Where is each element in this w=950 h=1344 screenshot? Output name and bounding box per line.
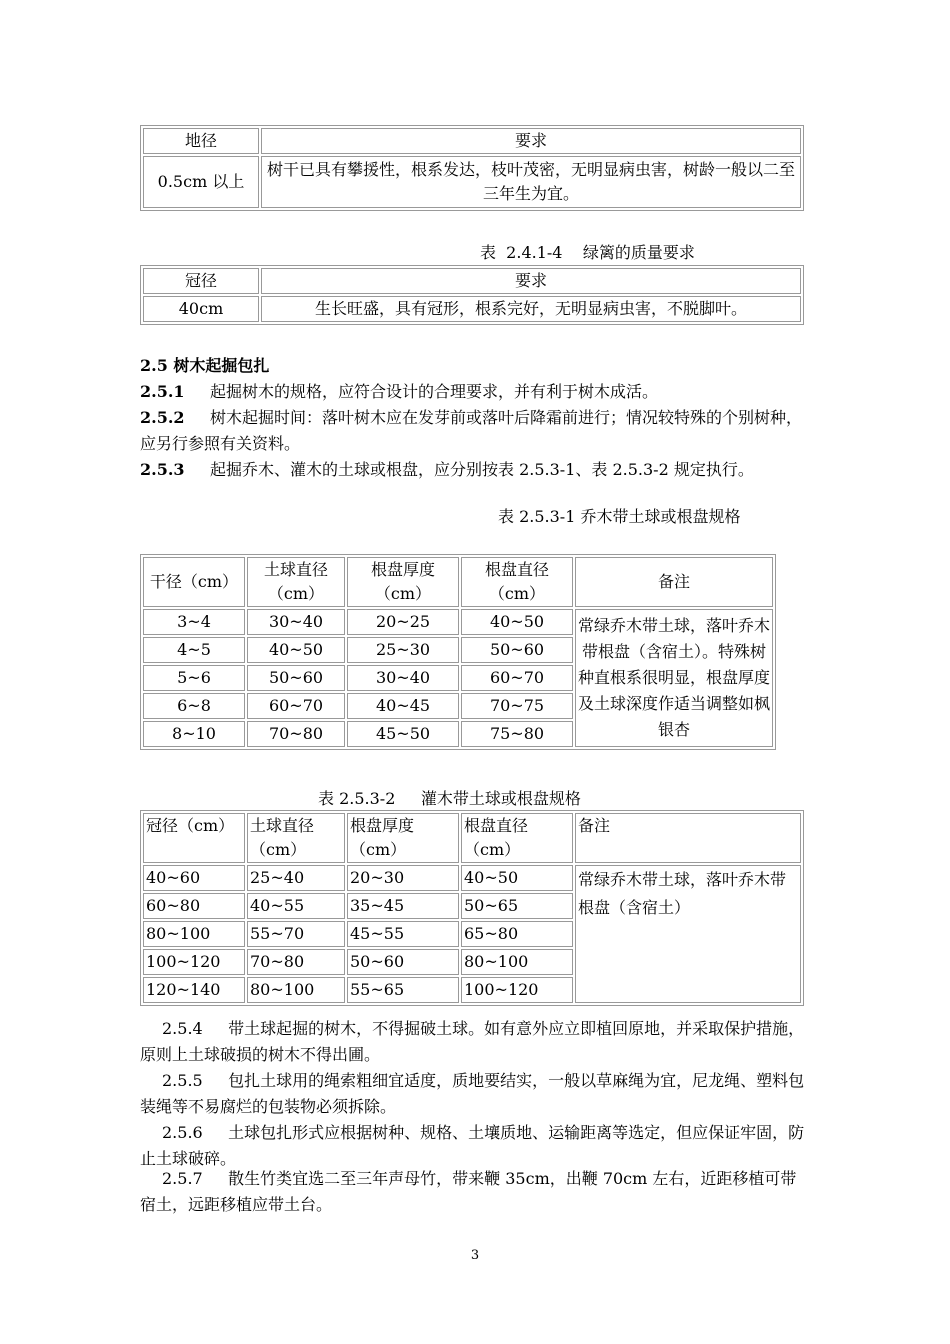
table-cell: 40~50 — [247, 637, 345, 663]
table-note: 常绿乔木带土球，落叶乔木带根盘（含宿土）。特殊树种直根系很明显，根盘厚度及土球深度作适当调整如枫银杏 — [575, 609, 773, 747]
table-cell: 70~80 — [247, 721, 345, 747]
table-header: 根盘厚度（cm） — [347, 813, 459, 863]
table-caption: 表 2.5.3-2 灌木带土球或根盘规格 — [318, 789, 581, 808]
paragraph-2-5-7: 2.5.7 散生竹类宜选二至三年声母竹，带来鞭 35cm，出鞭 70cm 左右，近距移植可带宿土，远距移植应带土台。 — [140, 1169, 797, 1214]
table-header: 根盘厚度（cm） — [347, 557, 459, 607]
table-cell: 30~40 — [247, 609, 345, 635]
table-cell: 40~45 — [347, 693, 459, 719]
table-cell: 120~140 — [143, 977, 245, 1003]
table-caption: 表 2.5.3-1 乔木带土球或根盘规格 — [498, 507, 741, 526]
table-cell: 70~75 — [461, 693, 573, 719]
table-note: 常绿乔木带土球，落叶乔木带根盘（含宿土） — [575, 865, 801, 1003]
table-caption: 表 2.4.1-4 绿篱的质量要求 — [480, 243, 695, 262]
table-cell: 40~60 — [143, 865, 245, 891]
table-cell: 50~60 — [347, 949, 459, 975]
table-cell: 60~70 — [461, 665, 573, 691]
table-header: 干径（cm） — [143, 557, 245, 607]
table-cell: 55~70 — [247, 921, 345, 947]
table-cell: 20~25 — [347, 609, 459, 635]
page-number: 3 — [470, 1248, 480, 1263]
table-cell: 80~100 — [143, 921, 245, 947]
table-header: 地径 — [143, 128, 259, 154]
table-cell: 0.5cm 以上 — [143, 156, 259, 208]
paragraph-2-5-3: 2.5.3 起掘乔木、灌木的土球或根盘，应分别按表 2.5.3-1、表 2.5.3-2 规定执行。 — [140, 460, 754, 479]
table-header: 土球直径（cm） — [247, 557, 345, 607]
vine-quality-table — [140, 125, 804, 211]
table-cell: 40~50 — [461, 609, 573, 635]
table-cell: 75~80 — [461, 721, 573, 747]
paragraph-2-5-4: 2.5.4 带土球起掘的树木，不得掘破土球。如有意外应立即植回原地，并采取保护措施，原则上土球破损的树木不得出圃。 — [140, 1019, 805, 1064]
table-cell: 8~10 — [143, 721, 245, 747]
table-header: 要求 — [261, 128, 801, 154]
table-cell: 65~80 — [461, 921, 573, 947]
table-cell: 25~30 — [347, 637, 459, 663]
table-cell: 25~40 — [247, 865, 345, 891]
paragraph-2-5-6: 2.5.6 土球包扎形式应根据树种、规格、土壤质地、运输距离等选定，但应保证牢固，防止土球破碎。 — [140, 1123, 805, 1168]
table-cell: 6~8 — [143, 693, 245, 719]
table-cell: 40~55 — [247, 893, 345, 919]
table-cell: 80~100 — [247, 977, 345, 1003]
tree-rootball-table — [140, 554, 776, 750]
section-heading: 2.5 树木起掘包扎 — [140, 356, 270, 375]
table-cell: 树干已具有攀援性，根系发达，枝叶茂密，无明显病虫害，树龄一般以二至三年生为宜。 — [261, 156, 801, 208]
table-cell: 35~45 — [347, 893, 459, 919]
table-header: 冠径 — [143, 268, 259, 294]
table-cell: 40cm — [143, 296, 259, 322]
table-header: 备注 — [575, 557, 773, 607]
table-cell: 30~40 — [347, 665, 459, 691]
table-cell: 50~60 — [461, 637, 573, 663]
table-cell: 生长旺盛，具有冠形，根系完好，无明显病虫害，不脱脚叶。 — [261, 296, 801, 322]
table-cell: 50~65 — [461, 893, 573, 919]
paragraph-2-5-1: 2.5.1 起掘树木的规格，应符合设计的合理要求，并有利于树木成活。 — [140, 382, 658, 401]
paragraph-2-5-2: 2.5.2 树木起掘时间：落叶树木应在发芽前或落叶后降霜前进行；情况较特殊的个别树种，应另行参照有关资料。 — [140, 408, 802, 453]
table-cell: 80~100 — [461, 949, 573, 975]
table-cell: 50~60 — [247, 665, 345, 691]
table-header: 土球直径（cm） — [247, 813, 345, 863]
table-cell: 100~120 — [143, 949, 245, 975]
table-cell: 20~30 — [347, 865, 459, 891]
table-header: 根盘直径（cm） — [461, 813, 573, 863]
table-header: 根盘直径（cm） — [461, 557, 573, 607]
shrub-rootball-table — [140, 810, 804, 1006]
paragraph-2-5-5: 2.5.5 包扎土球用的绳索粗细宜适度，质地要结实，一般以草麻绳为宜，尼龙绳、塑料包装绳等不易腐烂的包装物必须拆除。 — [140, 1071, 805, 1116]
table-header: 要求 — [261, 268, 801, 294]
table-cell: 70~80 — [247, 949, 345, 975]
table-cell: 5~6 — [143, 665, 245, 691]
hedge-quality-table — [140, 265, 804, 325]
table-header: 备注 — [575, 813, 801, 863]
table-cell: 45~55 — [347, 921, 459, 947]
table-cell: 60~80 — [143, 893, 245, 919]
table-cell: 40~50 — [461, 865, 573, 891]
table-cell: 4~5 — [143, 637, 245, 663]
table-cell: 60~70 — [247, 693, 345, 719]
table-cell: 55~65 — [347, 977, 459, 1003]
table-cell: 3~4 — [143, 609, 245, 635]
table-header: 冠径（cm） — [143, 813, 245, 863]
table-cell: 45~50 — [347, 721, 459, 747]
table-cell: 100~120 — [461, 977, 573, 1003]
